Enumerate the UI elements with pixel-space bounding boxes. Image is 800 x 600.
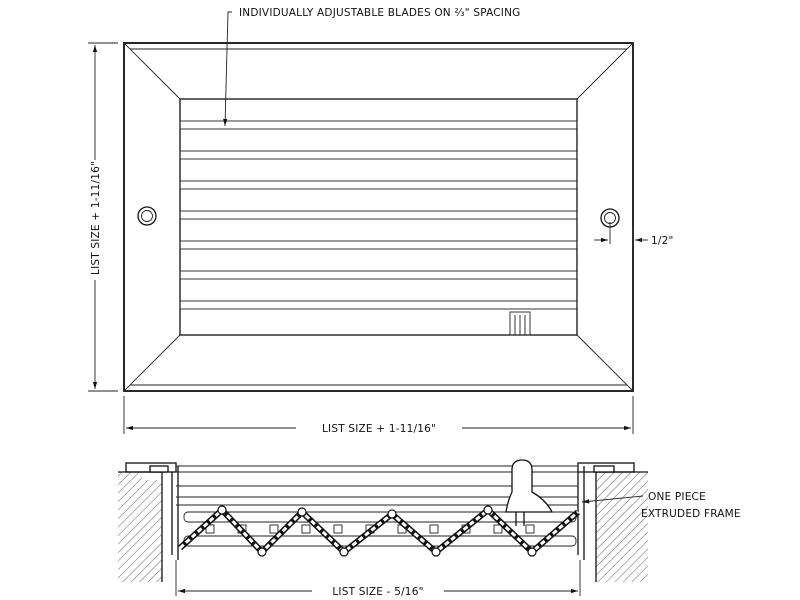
blade-linkage [180,506,578,556]
width-label: LIST SIZE + 1-11/16" [322,423,436,435]
blade [180,211,577,219]
blade-clip [510,312,530,335]
blades-leader [225,12,232,126]
height-label: LIST SIZE + 1-11/16" [90,161,102,275]
blade [180,181,577,189]
wall-right [596,472,648,582]
blade [180,301,577,309]
frame-note-line1: ONE PIECE [648,491,706,503]
blade [180,151,577,159]
outer-frame [124,43,633,391]
inner-opening [180,99,577,335]
blades [180,121,577,309]
blade [180,241,577,249]
offset-label: 1/2" [651,235,674,247]
offset-dimension [594,222,648,246]
frame-bevel [124,43,633,391]
blade [180,271,577,279]
blade [180,121,577,129]
frame-note-line2: EXTRUDED FRAME [641,508,741,520]
adjusting-key [506,460,552,526]
front-view [88,7,674,435]
section-view [118,460,741,598]
mounting-hole-left [138,207,156,225]
wall-left [118,472,162,582]
blades-note: INDIVIDUALLY ADJUSTABLE BLADES ON ⅔" SPACING [239,7,521,19]
bottom-width-label: LIST SIZE - 5/16" [332,586,424,598]
